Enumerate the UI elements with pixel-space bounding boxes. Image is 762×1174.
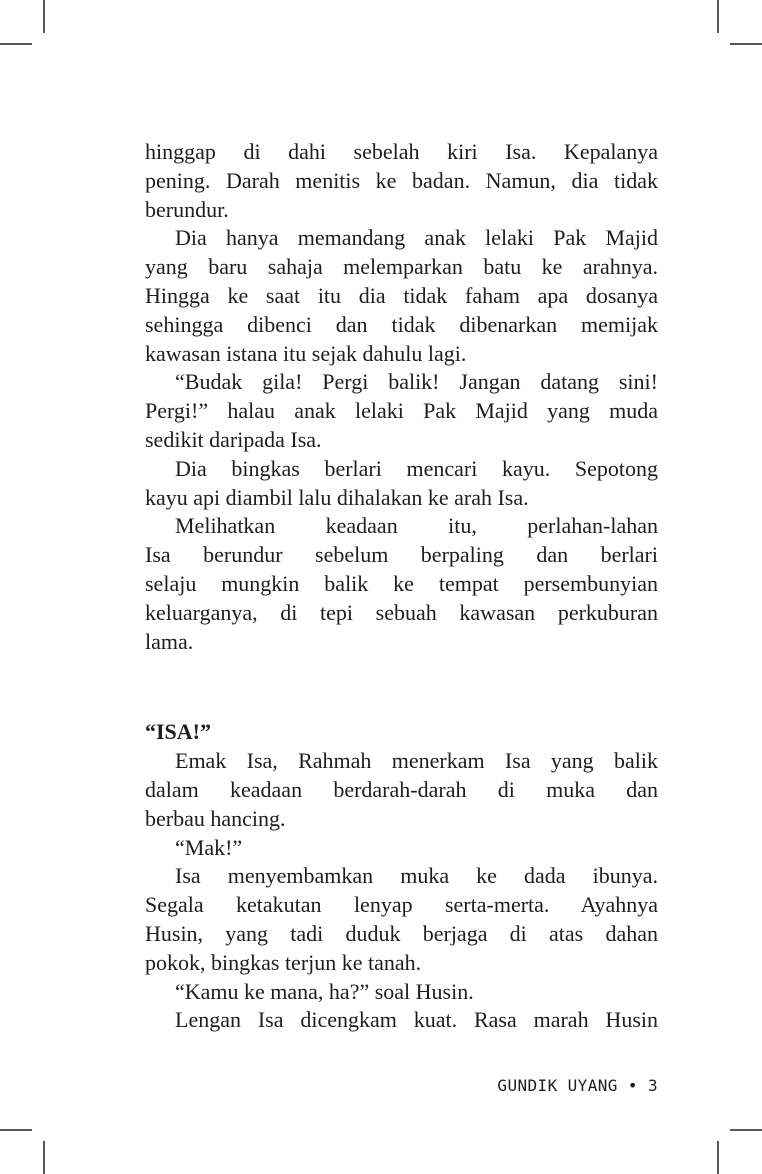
- crop-mark-bottom-left-horizontal: [0, 1129, 32, 1131]
- text-line: keluarganya, di tepi sebuah kawasan perkuburan: [145, 599, 658, 625]
- text-line: Dia bingkas berlari mencari kayu. Sepotong: [175, 455, 658, 481]
- text-line: Segala ketakutan lenyap serta-merta. Ayahnya: [145, 892, 658, 918]
- crop-mark-bottom-left-vertical: [43, 1141, 45, 1174]
- crop-mark-bottom-right-horizontal: [730, 1129, 762, 1131]
- crop-mark-bottom-right-vertical: [717, 1141, 719, 1174]
- footer-separator-bullet: •: [627, 1076, 638, 1095]
- section-heading-paragraph: [145, 718, 658, 747]
- body-paragraph: [145, 455, 658, 513]
- text-line: kayu api diambil lalu dihalakan ke arah Isa.: [145, 484, 529, 510]
- body-paragraph: [145, 224, 658, 368]
- text-line: yang baru sahaja melemparkan batu ke arahnya.: [145, 254, 658, 280]
- text-line: kawasan istana itu sejak dahulu lagi.: [145, 340, 467, 366]
- page-text-block: [145, 138, 658, 1035]
- text-line: sedikit daripada Isa.: [145, 426, 322, 452]
- text-line: pokok, bingkas terjun ke tanah.: [145, 949, 422, 975]
- body-paragraph: [145, 512, 658, 656]
- text-line: pening. Darah menitis ke badan. Namun, dia tidak: [145, 167, 658, 193]
- crop-mark-top-left-vertical: [43, 0, 45, 33]
- text-line: Lengan Isa dicengkam kuat. Rasa marah Husin: [175, 1007, 658, 1033]
- text-line: “Budak gila! Pergi balik! Jangan datang sini!: [175, 369, 658, 395]
- text-line: Hingga ke saat itu dia tidak faham apa dosanya: [145, 282, 658, 308]
- text-line: Emak Isa, Rahmah menerkam Isa yang balik: [175, 748, 658, 774]
- text-line: lama.: [145, 628, 194, 654]
- body-paragraph: [145, 978, 658, 1007]
- text-line: dalam keadaan berdarah-darah di muka dan: [145, 776, 658, 802]
- body-paragraph: [145, 834, 658, 863]
- body-paragraph: [145, 862, 658, 977]
- body-paragraph: [145, 368, 658, 454]
- running-footer: [497, 1076, 658, 1095]
- text-line: berbau hancing.: [145, 805, 286, 831]
- body-paragraph: [145, 138, 658, 224]
- text-line: Melihatkan keadaan itu, perlahan-lahan: [175, 513, 658, 539]
- crop-mark-top-left-horizontal: [0, 43, 32, 45]
- text-line: “Kamu ke mana, ha?” soal Husin.: [175, 978, 474, 1004]
- footer-book-title: GUNDIK UYANG: [497, 1076, 618, 1095]
- text-line: Pergi!” halau anak lelaki Pak Majid yang muda: [145, 398, 658, 424]
- text-line: selaju mungkin balik ke tempat persembunyian: [145, 570, 658, 596]
- text-line: sehingga dibenci dan tidak dibenarkan memijak: [145, 311, 658, 337]
- text-line: “ISA!”: [145, 719, 212, 745]
- text-line: berundur.: [145, 196, 229, 222]
- body-paragraph: [145, 747, 658, 833]
- crop-mark-top-right-horizontal: [730, 43, 762, 45]
- text-line: Isa menyembamkan muka ke dada ibunya.: [175, 863, 658, 889]
- footer-page-number: 3: [647, 1076, 658, 1095]
- text-line: “Mak!”: [175, 834, 243, 860]
- text-line: hinggap di dahi sebelah kiri Isa. Kepalanya: [145, 139, 658, 164]
- body-paragraph: [145, 1006, 658, 1035]
- text-line: Husin, yang tadi duduk berjaga di atas dahan: [145, 920, 658, 946]
- text-line: Isa berundur sebelum berpaling dan berlari: [145, 542, 658, 568]
- crop-mark-top-right-vertical: [717, 0, 719, 33]
- text-line: Dia hanya memandang anak lelaki Pak Majid: [175, 225, 658, 251]
